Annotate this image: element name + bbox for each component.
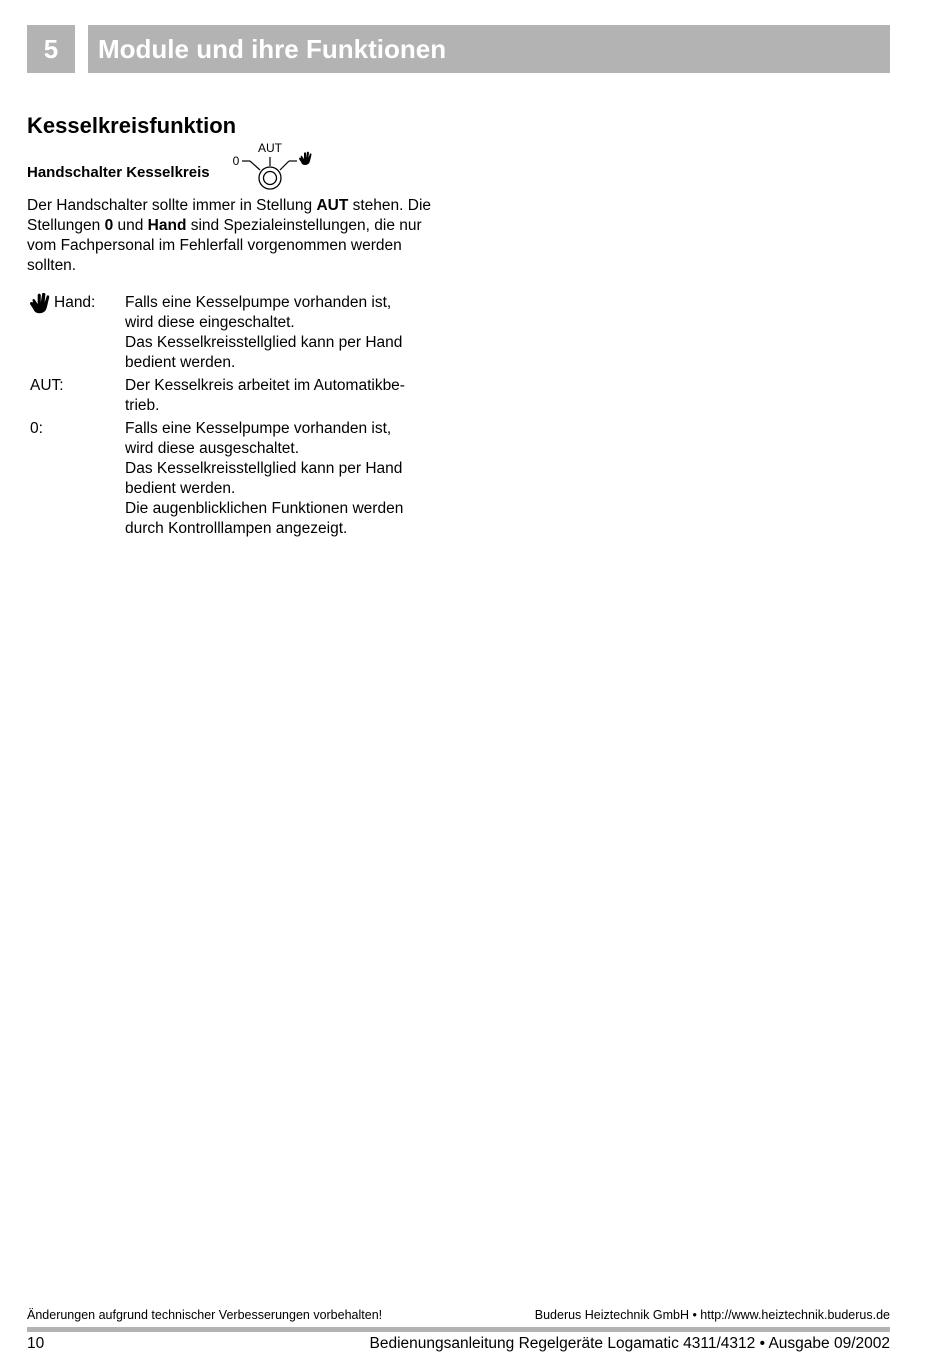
manual-switch-icon <box>232 140 342 194</box>
description-line: bedient werden. <box>125 480 236 497</box>
description-line: wird diese ausgeschaltet. <box>125 440 300 457</box>
intro-bold-zero: 0 <box>104 217 114 234</box>
definition-term-label: 0: <box>30 420 43 437</box>
definition-term-label: AUT: <box>30 377 64 394</box>
description-line: Die augenblicklichen Funktionen werden <box>125 500 404 517</box>
definition-aut <box>27 376 457 416</box>
description-line: Falls eine Kesselpumpe vorhanden ist, <box>125 294 392 311</box>
intro-text: Der Handschalter sollte immer in Stellung <box>27 197 317 214</box>
description-line: Der Kesselkreis arbeitet im Automatikbe- <box>125 377 405 394</box>
document-title: Bedienungsanleitung Regelgeräte Logamatic 4311/4312 • Ausgabe 09/2002 <box>369 1335 890 1352</box>
intro-text: stehen. Die Stellungen <box>27 197 432 234</box>
chapter-title: Module und ihre Funktionen <box>88 25 890 73</box>
page-number: 10 <box>27 1335 45 1352</box>
definition-description <box>125 293 457 373</box>
chapter-number: 5 <box>27 25 75 73</box>
definition-hand <box>27 293 457 373</box>
intro-bold-aut: AUT <box>316 197 349 214</box>
definition-list <box>27 293 457 542</box>
switch-label-zero: 0 <box>232 154 240 168</box>
footer-note: Änderungen aufgrund technischer Verbesserungen vorbehalten! <box>27 1308 383 1322</box>
switch-label-aut: AUT <box>258 141 282 155</box>
footer-company: Buderus Heiztechnik GmbH • http://www.heiztechnik.buderus.de <box>534 1308 890 1322</box>
section-title: Kesselkreisfunktion <box>27 113 237 138</box>
description-line: Falls eine Kesselpumpe vorhanden ist, <box>125 420 392 437</box>
subsection-header <box>27 140 347 194</box>
description-line: bedient werden. <box>125 354 236 371</box>
footer-divider <box>27 1327 890 1332</box>
description-line: durch Kontrolllampen angezeigt. <box>125 520 348 537</box>
definition-term <box>27 376 125 416</box>
hand-icon <box>30 293 50 315</box>
definition-term <box>27 419 125 539</box>
intro-paragraph <box>27 196 447 276</box>
hand-icon <box>299 152 312 165</box>
subsection-title: Handschalter Kesselkreis <box>27 164 210 181</box>
intro-text: und <box>113 217 148 234</box>
description-line: Das Kesselkreisstellglied kann per Hand <box>125 334 403 351</box>
description-line: wird diese eingeschaltet. <box>125 314 295 331</box>
definition-term-label: Hand: <box>54 294 96 311</box>
description-line: Das Kesselkreisstellglied kann per Hand <box>125 460 403 477</box>
chapter-header <box>27 25 890 73</box>
intro-text: sind Spezialeinstellungen, die nur vom Fachpersonal im Fehlerfall vorgenommen werden sollten. <box>27 217 422 274</box>
definition-zero <box>27 419 457 539</box>
intro-bold-hand: Hand <box>147 217 187 234</box>
definition-term <box>27 293 125 373</box>
description-line: trieb. <box>125 397 160 414</box>
definition-description <box>125 376 457 416</box>
definition-description <box>125 419 457 539</box>
